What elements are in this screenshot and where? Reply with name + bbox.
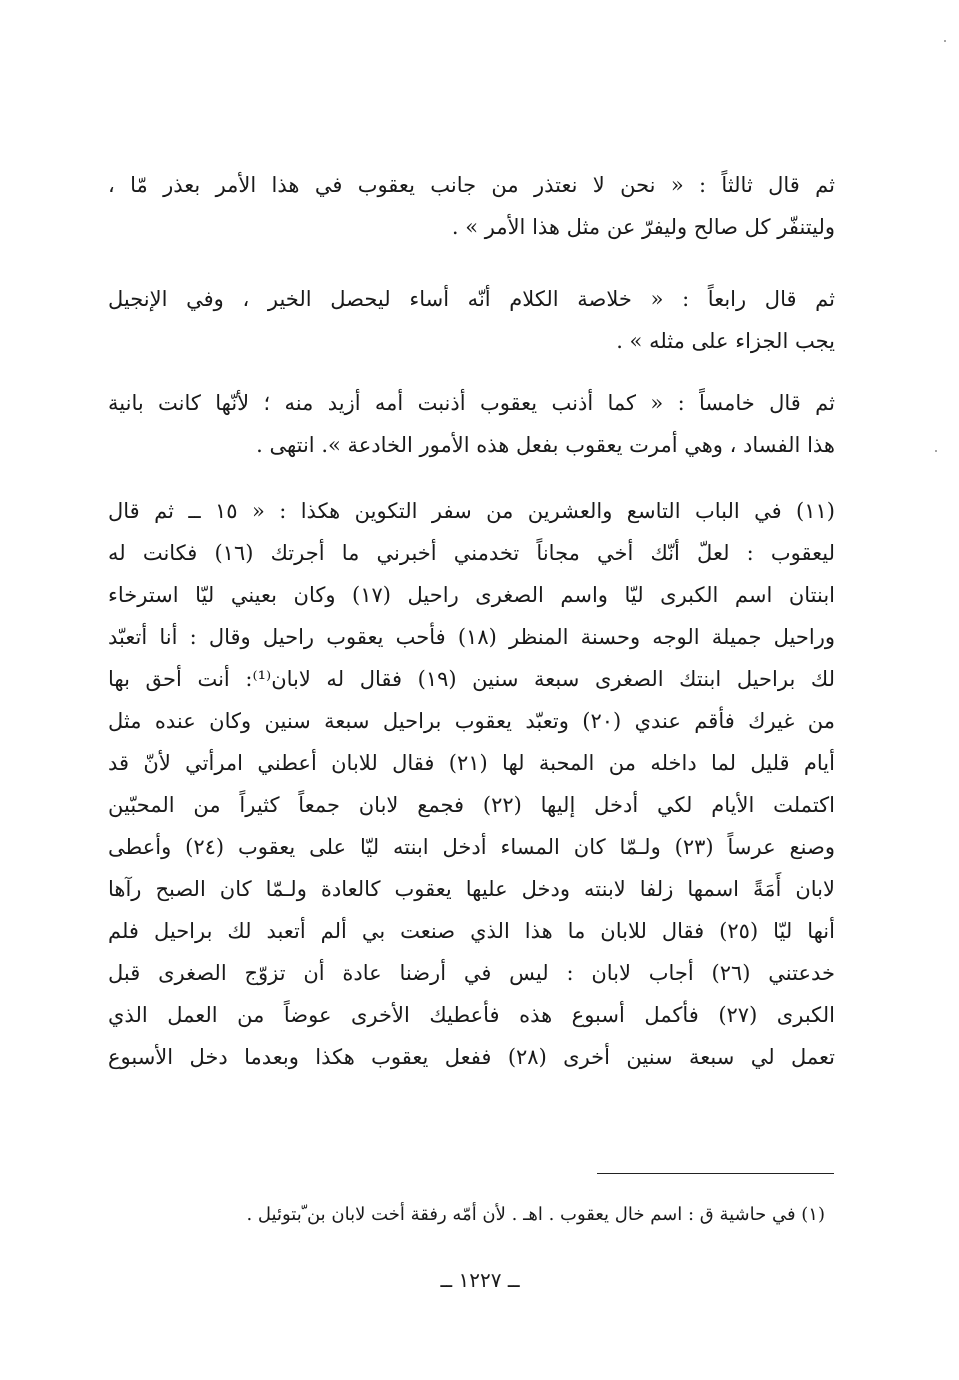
- text-line: يجب الجزاء على مثله » .: [616, 329, 835, 353]
- text-line: ثم قال خامساً : « كما أذنب يعقوب أذنبت أمه أزيد منه ؛ لأنّها كانت بانية: [108, 391, 835, 415]
- page-number: ــ ١٢٢٧ ــ: [440, 1268, 520, 1292]
- text-line: وليتنفّر كل صالح وليفرّ عن مثل هذا الأمر » .: [451, 215, 835, 239]
- text-line: تعمل لي سبعة سنين أخرى (٢٨) ففعل يعقوب هكذا وبعدما دخل الأسبوع: [108, 1045, 835, 1069]
- text-line: (١١) في الباب التاسع والعشرين من سفر التكوين هكذا : « ١٥ ــ ثم قال: [108, 499, 835, 523]
- footnote-divider: [597, 1173, 834, 1174]
- paragraph-third-saying: [108, 164, 835, 248]
- text-line: اكتملت الأيام لكي أدخل إليها (٢٢) فجمع لابان جمعاً كثيراً من المحبّين: [108, 793, 835, 817]
- paragraph-fourth-saying: [108, 278, 835, 362]
- text-line: أنها ليّا (٢٥) فقال للابان ما هذا الذي صنعت بي ألم أتعبد لك براحيل فلم: [108, 919, 835, 943]
- text-line: وراحيل جميلة الوجه وحسنة المنظر (١٨) فأحب يعقوب راحيل وقال : أنا أتعبّد: [108, 625, 835, 649]
- text-line: ابنتان اسم الكبرى ليّا واسم الصغرى راحيل (١٧) وكان بعيني ليّا استرخاء: [108, 583, 835, 607]
- text-line: ثم قال رابعاً : « خلاصة الكلام أنّه أساء ليحصل الخير ، وفي الإنجيل: [108, 287, 835, 311]
- text-line: هذا الفساد ، وهي أمرت يعقوب بفعل هذه الأمور الخادعة ». انتهى .: [256, 433, 835, 457]
- text-line: خدعتني (٢٦) أجاب لابان : ليس في أرضنا عادة أن تزوّج الصغرى قبل: [108, 961, 835, 985]
- paragraph-genesis-29-quote: [108, 490, 835, 1078]
- text-line: لك براحيل ابنتك الصغرى سبعة سنين (١٩) فقال له لابان⁽¹⁾: أنت أحق بها: [108, 667, 835, 691]
- text-line: ليعقوب : لعلّ أنّك أخي مجاناً تخدمني أخبرني ما أجرتك (١٦) فكانت له: [108, 541, 835, 565]
- text-line: الكبرى (٢٧) فأكمل أسبوع هذه فأعطيك الأخرى عوضاً من العمل الذي: [108, 1003, 835, 1027]
- text-line: ثم قال ثالثاً : « نحن لا نعتذر من جانب يعقوب في هذا الأمر بعذر مّا ،: [108, 173, 835, 197]
- scan-speck: [944, 40, 946, 42]
- text-line: أيام قليل لما داخله من المحبة لها (٢١) فقال للابان أعطني امرأتي لأنّ قد: [108, 751, 835, 775]
- paragraph-fifth-saying: [108, 382, 835, 466]
- text-line: من غيرك فأقم عندي (٢٠) وتعبّد يعقوب براحيل سبعة سنين وكان عنده مثل: [108, 709, 835, 733]
- scan-speck: [935, 450, 937, 452]
- footnote: (١) في حاشية ق : اسم خال يعقوب . اهـ . لأن أمّه رفقة أخت لابان بن ّبتوئيل .: [246, 1204, 825, 1225]
- text-line: لابان أَمَةً اسمها زلفا لابنته ودخل عليها يعقوب كالعادة ولـمّا كان الصبح رآها: [108, 877, 835, 901]
- text-line: وصنع عرساً (٢٣) ولـمّا كان المساء أدخل ابنته ليّا على يعقوب (٢٤) وأعطى: [108, 835, 835, 859]
